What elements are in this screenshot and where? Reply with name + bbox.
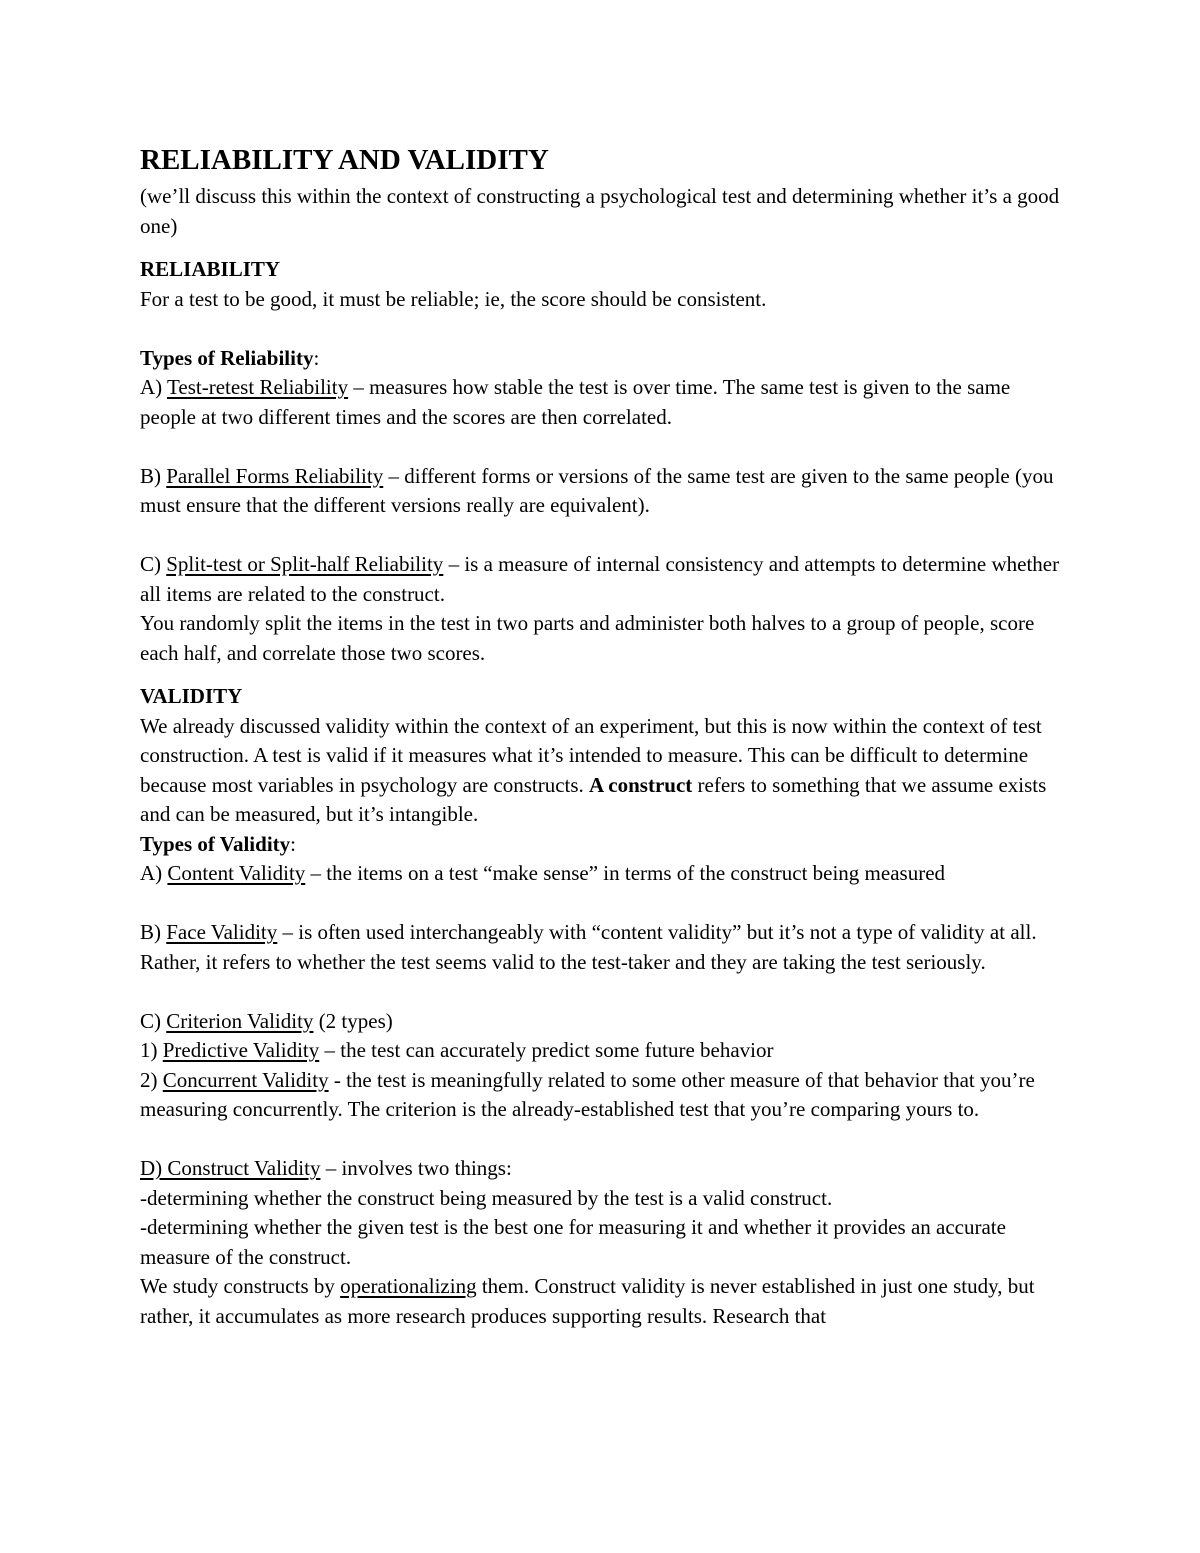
item-text: – measures how stable the test is over time. The same test is given to the same people at two different times and the scores are then correlated.	[140, 375, 1011, 429]
spacer	[140, 314, 1070, 344]
validity-body-part2: refers to something that we assume exists and can be measured, but it’s intangible.	[140, 772, 1047, 826]
line-text: them. Construct validity is never established in just one study, but rather, it accumulates as more research produces supporting results. Research that	[140, 1274, 1035, 1328]
validity-heading: VALIDITY	[140, 684, 243, 708]
reliability-type-b	[140, 462, 1070, 521]
colon: :	[290, 831, 296, 856]
term-face-validity: Face Validity	[166, 920, 278, 944]
reliability-types-heading	[140, 344, 1070, 374]
validity-type-a	[140, 859, 1070, 889]
validity-type-d-line2: -determining whether the given test is the best one for measuring it and whether it provides an accurate measure of the construct.	[140, 1215, 1006, 1269]
validity-type-d-line1: -determining whether the construct being measured by the test is a valid construct.	[140, 1185, 833, 1210]
item-text: (2 types)	[313, 1008, 393, 1033]
document-title: RELIABILITY AND VALIDITY	[140, 144, 549, 176]
item-prefix: B)	[140, 920, 167, 944]
item-prefix: 2)	[140, 1067, 163, 1092]
item-text: – different forms or versions of the same test are given to the same people (you must ensure that the different versions really are equivalent).	[140, 463, 1054, 517]
spacer	[140, 668, 1070, 682]
validity-body-part1: We already discussed validity within the context of an experiment, but this is now within the context of test construction. A test is valid if it measures what it’s intended to measure. This can be difficult to determine because most variables in psychology are constructs.	[140, 713, 1042, 797]
validity-type-d	[140, 1154, 1070, 1184]
validity-body	[140, 712, 1070, 830]
reliability-type-a	[140, 373, 1070, 432]
intro-paragraph: (we’ll discuss this within the context of constructing a psychological test and determining whether it’s a good one)	[140, 184, 1060, 238]
validity-type-c	[140, 1007, 1070, 1037]
item-prefix: C)	[140, 552, 167, 576]
item-prefix: B)	[140, 463, 167, 488]
item-prefix: C)	[140, 1008, 167, 1033]
spacer	[140, 432, 1070, 462]
validity-body-bold: A construct	[589, 772, 693, 797]
spacer	[140, 977, 1070, 1007]
term-predictive-validity: Predictive Validity	[162, 1038, 320, 1062]
reliability-types-heading-text: Types of Reliability	[140, 345, 314, 370]
reliability-heading: RELIABILITY	[140, 257, 281, 281]
spacer	[140, 1125, 1070, 1155]
item-prefix: A)	[140, 375, 168, 399]
item-text: – involves two things:	[320, 1156, 512, 1180]
spacer	[140, 889, 1070, 919]
term-criterion-validity: Criterion Validity	[166, 1008, 314, 1033]
item-text: – is often used interchangeably with “content validity” but it’s not a type of validity at all. Rather, it refers to whether the test seems valid to the test-taker and they are taking the test seriously.	[140, 920, 1037, 974]
item-prefix: 1)	[140, 1038, 163, 1062]
validity-types-heading-text: Types of Validity	[140, 831, 291, 856]
validity-type-b	[140, 918, 1070, 977]
reliability-type-c	[140, 550, 1070, 609]
reliability-body: For a test to be good, it must be reliable; ie, the score should be consistent.	[140, 286, 767, 311]
term-test-retest: Test-retest Reliability	[167, 375, 349, 399]
colon: :	[313, 345, 320, 370]
line-prefix: We study constructs by	[140, 1274, 341, 1298]
item-text: – is a measure of internal consistency and attempts to determine whether all items are related to the construct.	[140, 552, 1060, 606]
item-text: – the test can accurately predict some future behavior	[319, 1038, 774, 1062]
validity-type-c-sub2	[140, 1066, 1070, 1125]
term-content-validity: Content Validity	[167, 861, 306, 885]
item-text: – the items on a test “make sense” in terms of the construct being measured	[305, 861, 946, 885]
spacer	[140, 241, 1070, 255]
term-construct-validity: D) Construct Validity	[140, 1156, 321, 1180]
spacer	[140, 521, 1070, 551]
term-concurrent-validity: Concurrent Validity	[162, 1067, 329, 1092]
term-operationalizing: operationalizing	[340, 1274, 477, 1298]
reliability-type-c-detail: You randomly split the items in the test in two parts and administer both halves to a group of people, score each half, and correlate those two scores.	[140, 611, 1035, 665]
validity-types-heading	[140, 830, 1070, 860]
item-text: - the test is meaningfully related to some other measure of that behavior that you’re measuring concurrently. The criterion is the already-established test that you’re comparing yours to.	[140, 1067, 1035, 1121]
term-parallel-forms: Parallel Forms Reliability	[166, 463, 384, 488]
document-page	[140, 140, 1070, 1331]
validity-type-d-line3	[140, 1272, 1070, 1331]
validity-type-c-sub1	[140, 1036, 1070, 1066]
term-split-half: Split-test or Split-half Reliability	[166, 552, 444, 576]
item-prefix: A)	[140, 861, 168, 885]
